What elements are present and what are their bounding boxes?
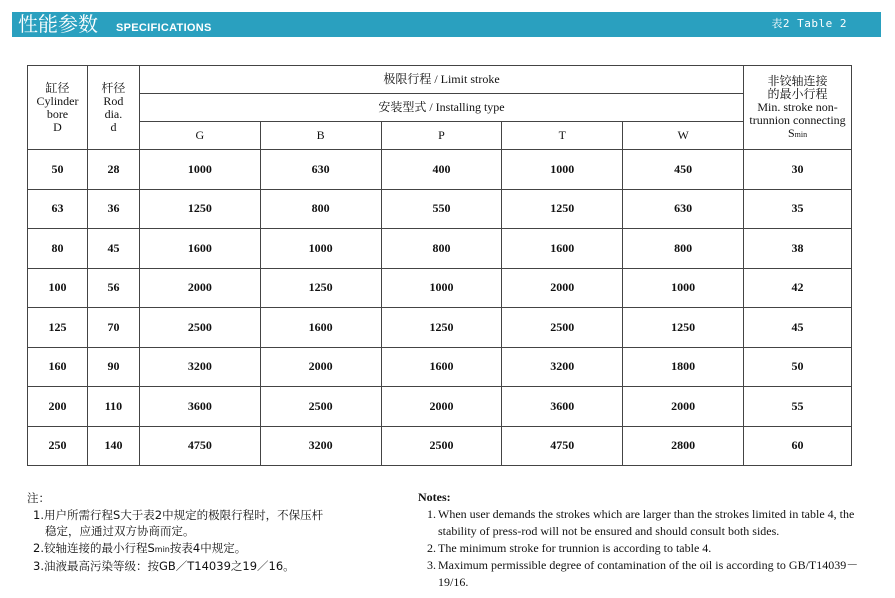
- cell-w: 800: [623, 229, 744, 269]
- notes-en-num-1: 1.: [427, 507, 436, 521]
- cell-t: 4750: [502, 426, 623, 466]
- header-rod-cn: 杆径: [101, 80, 126, 95]
- notes-cn-title: 注：: [27, 491, 50, 505]
- cell-g: 3600: [139, 387, 260, 427]
- cell-g: 1600: [139, 229, 260, 269]
- table-number: 表2 Table 2: [771, 17, 847, 30]
- cell-w: 1250: [623, 308, 744, 348]
- notes-en-num-3: 3.: [427, 558, 436, 572]
- cell-bore: 250: [28, 426, 88, 466]
- cell-p: 550: [381, 189, 502, 229]
- cell-smin: 60: [744, 426, 852, 466]
- table-row: [28, 308, 852, 348]
- cell-w: 1800: [623, 347, 744, 387]
- header-rod-en1: Rod: [103, 93, 124, 108]
- notes-english: [418, 489, 868, 591]
- notes-en-text-1: When user demands the strokes which are larger than the strokes limited in table 4, the stability of press-rod will not be ensured and should consult both sides.: [438, 507, 855, 538]
- header-type-t: T: [502, 122, 623, 150]
- header-rod-diameter: [87, 66, 139, 150]
- cell-t: 2000: [502, 268, 623, 308]
- table-row: [28, 268, 852, 308]
- cell-b: 1250: [260, 268, 381, 308]
- header-bore-en2: bore: [46, 106, 69, 121]
- cell-rod: 36: [87, 189, 139, 229]
- cell-w: 450: [623, 150, 744, 190]
- cell-rod: 28: [87, 150, 139, 190]
- cell-smin: 45: [744, 308, 852, 348]
- notes-cn-item-1a: 1.用户所需行程S大于表2中规定的极限行程时，不保压杆: [33, 507, 324, 522]
- cell-b: 630: [260, 150, 381, 190]
- section-title-en: SPECIFICATIONS: [116, 22, 212, 34]
- header-min-cn2: 的最小行程: [767, 86, 828, 101]
- cell-rod: 110: [87, 387, 139, 427]
- cell-rod: 140: [87, 426, 139, 466]
- cell-g: 1000: [139, 150, 260, 190]
- cell-p: 1600: [381, 347, 502, 387]
- header-type-w: W: [623, 122, 744, 150]
- table-row: [28, 347, 852, 387]
- cell-smin: 35: [744, 189, 852, 229]
- cell-t: 3200: [502, 347, 623, 387]
- cell-b: 1600: [260, 308, 381, 348]
- header-bore-en1: Cylinder: [36, 93, 79, 108]
- cell-b: 2500: [260, 387, 381, 427]
- header-type-g: G: [139, 122, 260, 150]
- notes-en-num-2: 2.: [427, 541, 436, 555]
- cell-smin: 50: [744, 347, 852, 387]
- cell-p: 1000: [381, 268, 502, 308]
- header-installing-type: 安装型式 / Installing type: [139, 94, 743, 122]
- table-row: [28, 229, 852, 269]
- cell-smin: 55: [744, 387, 852, 427]
- notes-chinese: [27, 490, 387, 575]
- cell-bore: 125: [28, 308, 88, 348]
- cell-bore: 160: [28, 347, 88, 387]
- cell-w: 2000: [623, 387, 744, 427]
- cell-bore: 100: [28, 268, 88, 308]
- cell-t: 1250: [502, 189, 623, 229]
- cell-rod: 70: [87, 308, 139, 348]
- cell-b: 800: [260, 189, 381, 229]
- table-row: [28, 426, 852, 466]
- notes-cn-item-3: 3.油液最高污染等级：按GB／T14039之19／16。: [33, 559, 295, 573]
- cell-g: 2000: [139, 268, 260, 308]
- header-type-p: P: [381, 122, 502, 150]
- cell-bore: 63: [28, 189, 88, 229]
- notes-en-item-3: [418, 557, 868, 591]
- notes-cn-item-2: 2.铰轴连接的最小行程Smin按表4中规定。: [33, 540, 247, 555]
- notes-en-item-2: [418, 540, 868, 557]
- cell-t: 2500: [502, 308, 623, 348]
- header-bore-cn: 缸径: [45, 80, 70, 95]
- cell-p: 2000: [381, 387, 502, 427]
- cell-p: 800: [381, 229, 502, 269]
- cell-b: 3200: [260, 426, 381, 466]
- cell-w: 630: [623, 189, 744, 229]
- notes-en-text-2: The minimum stroke for trunnion is according to table 4.: [438, 541, 712, 555]
- cell-g: 1250: [139, 189, 260, 229]
- cell-b: 2000: [260, 347, 381, 387]
- cell-t: 3600: [502, 387, 623, 427]
- section-title-cn: 性能参数: [18, 12, 98, 36]
- header-bore-symbol: D: [53, 119, 62, 134]
- cell-w: 1000: [623, 268, 744, 308]
- notes-cn-item-1b: 稳定，应通过双方协商而定。: [45, 524, 195, 538]
- cell-p: 1250: [381, 308, 502, 348]
- cell-w: 2800: [623, 426, 744, 466]
- header-type-b: B: [260, 122, 381, 150]
- cell-g: 2500: [139, 308, 260, 348]
- cell-smin: 30: [744, 150, 852, 190]
- header-limit-stroke: 极限行程 / Limit stroke: [139, 66, 743, 94]
- cell-rod: 56: [87, 268, 139, 308]
- header-min-symbol: Smin: [787, 125, 808, 140]
- cell-rod: 90: [87, 347, 139, 387]
- header-min-stroke: [744, 66, 852, 150]
- section-header: [12, 12, 881, 37]
- cell-bore: 50: [28, 150, 88, 190]
- header-rod-symbol: d: [110, 119, 117, 134]
- cell-p: 2500: [381, 426, 502, 466]
- table-row: [28, 189, 852, 229]
- cell-bore: 80: [28, 229, 88, 269]
- cell-p: 400: [381, 150, 502, 190]
- cell-g: 3200: [139, 347, 260, 387]
- specifications-table: [27, 65, 852, 466]
- notes-en-title: Notes:: [418, 490, 451, 504]
- header-min-en1: Min. stroke non-: [757, 99, 838, 114]
- cell-bore: 200: [28, 387, 88, 427]
- cell-rod: 45: [87, 229, 139, 269]
- table-row: [28, 150, 852, 190]
- cell-t: 1600: [502, 229, 623, 269]
- cell-smin: 38: [744, 229, 852, 269]
- cell-g: 4750: [139, 426, 260, 466]
- header-min-en2: trunnion connecting: [749, 112, 846, 127]
- header-cylinder-bore: [28, 66, 88, 150]
- header-min-cn1: 非铰轴连接: [767, 73, 828, 88]
- notes-en-text-3: Maximum permissible degree of contamination of the oil is according to GB/T14039－19/16.: [438, 558, 859, 589]
- cell-b: 1000: [260, 229, 381, 269]
- table-row: [28, 387, 852, 427]
- cell-smin: 42: [744, 268, 852, 308]
- cell-t: 1000: [502, 150, 623, 190]
- header-rod-en2: dia.: [104, 106, 123, 121]
- notes-en-item-1: [418, 506, 868, 540]
